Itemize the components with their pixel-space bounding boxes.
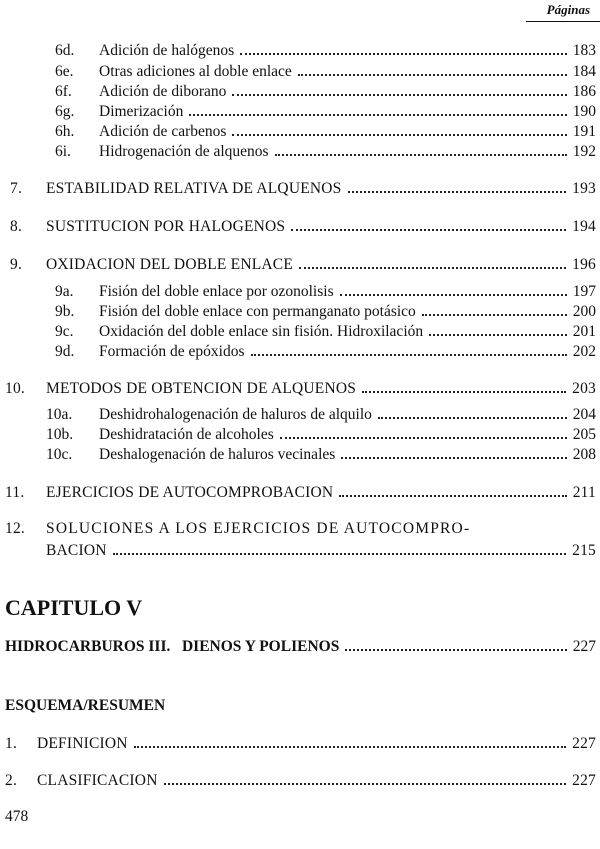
toc-entry[interactable] bbox=[55, 103, 596, 123]
entry-label: SUSTITUCION POR HALOGENOS bbox=[46, 218, 286, 235]
entry-number: 10a. bbox=[46, 406, 73, 423]
chapter-subtitle: HIDROCARBUROS III. DIENOS Y POLIENOS bbox=[5, 638, 340, 655]
toc-entry[interactable] bbox=[55, 123, 596, 143]
entry-label: CLASIFICACION bbox=[37, 772, 158, 789]
dot-leader bbox=[275, 154, 567, 156]
chapter-title: CAPITULO V bbox=[5, 595, 143, 620]
entry-number: 6h. bbox=[55, 123, 75, 140]
entry-page: 215 bbox=[572, 542, 596, 559]
entry-number: 6i. bbox=[55, 143, 71, 160]
entry-number: 6d. bbox=[55, 42, 75, 59]
entry-page: 196 bbox=[572, 256, 596, 273]
entry-number: 2. bbox=[5, 772, 18, 789]
dot-leader bbox=[348, 191, 567, 193]
entry-page: 227 bbox=[572, 772, 596, 789]
entry-label: METODOS DE OBTENCION DE ALQUENOS bbox=[46, 380, 357, 397]
entry-label: Deshalogenación de haluros vecinales bbox=[99, 446, 336, 463]
entry-page: 192 bbox=[572, 143, 596, 160]
toc-entry[interactable] bbox=[55, 323, 596, 343]
entry-page: 203 bbox=[572, 380, 596, 397]
entry-number: 10. bbox=[5, 380, 25, 397]
pages-header: Páginas bbox=[546, 2, 590, 17]
dot-leader bbox=[232, 134, 566, 136]
entry-label: Fisión del doble enlace por ozonolisis bbox=[99, 283, 334, 300]
dot-leader bbox=[232, 94, 566, 96]
toc-entry[interactable] bbox=[55, 63, 596, 83]
entry-label: SOLUCIONES A LOS EJERCICIOS DE AUTOCOMPRO- bbox=[46, 520, 471, 537]
dot-leader bbox=[189, 114, 566, 116]
toc-entry[interactable] bbox=[46, 426, 596, 446]
toc-entry[interactable] bbox=[5, 772, 596, 792]
entry-label: EJERCICIOS DE AUTOCOMPROBACION bbox=[46, 484, 334, 501]
chapter-subtitle-entry[interactable] bbox=[5, 638, 596, 658]
entry-label: ESTABILIDAD RELATIVA DE ALQUENOS bbox=[46, 180, 342, 197]
toc-entry[interactable] bbox=[5, 380, 596, 400]
entry-page: 197 bbox=[572, 283, 596, 300]
entry-page: 200 bbox=[572, 303, 596, 320]
entry-number: 6f. bbox=[55, 83, 72, 100]
entry-page: 205 bbox=[572, 426, 596, 443]
entry-label: Fisión del doble enlace con permanganato potásico bbox=[99, 303, 416, 320]
entry-number: 6g. bbox=[55, 103, 75, 120]
entry-page: 227 bbox=[572, 638, 596, 655]
dot-leader bbox=[378, 417, 567, 419]
toc-entry[interactable] bbox=[55, 143, 596, 163]
entry-page: 190 bbox=[572, 103, 596, 120]
toc-entry[interactable] bbox=[46, 446, 596, 466]
entry-label: Deshidratación de alcoholes bbox=[99, 426, 274, 443]
entry-page: 201 bbox=[572, 323, 596, 340]
entry-label: OXIDACION DEL DOBLE ENLACE bbox=[46, 256, 293, 273]
entry-page: 193 bbox=[572, 180, 596, 197]
entry-number: 12. bbox=[5, 520, 25, 537]
entry-label: Adición de carbenos bbox=[99, 123, 227, 140]
entry-page: 186 bbox=[572, 83, 596, 100]
toc-entry[interactable] bbox=[55, 283, 596, 303]
entry-label: Adición de diborano bbox=[99, 83, 227, 100]
entry-label: Deshidrohalogenación de haluros de alquilo bbox=[99, 406, 372, 423]
dot-leader bbox=[422, 314, 567, 316]
dot-leader bbox=[251, 354, 567, 356]
dot-leader bbox=[291, 229, 566, 231]
toc-entry-continuation[interactable] bbox=[46, 542, 596, 562]
entry-page: 204 bbox=[572, 406, 596, 423]
entry-number: 9d. bbox=[55, 343, 75, 360]
section-heading: ESQUEMA/RESUMEN bbox=[5, 697, 166, 714]
page-number: 478 bbox=[5, 808, 29, 825]
dot-leader bbox=[113, 553, 567, 555]
entry-page: 211 bbox=[572, 484, 596, 501]
entry-label: Adición de halógenos bbox=[99, 42, 235, 59]
entry-label: Dimerización bbox=[99, 103, 184, 120]
entry-number: 9b. bbox=[55, 303, 75, 320]
entry-label: DEFINICION bbox=[37, 735, 128, 752]
toc-entry[interactable] bbox=[5, 520, 596, 540]
entry-page: 208 bbox=[572, 446, 596, 463]
entry-label: Otras adiciones al doble enlace bbox=[99, 63, 292, 80]
entry-label: Oxidación del doble enlace sin fisión. Hidroxilación bbox=[99, 323, 424, 340]
entry-page: 194 bbox=[572, 218, 596, 235]
toc-entry[interactable] bbox=[5, 735, 596, 755]
entry-number: 9c. bbox=[55, 323, 74, 340]
toc-entry[interactable] bbox=[55, 42, 596, 62]
entry-page: 202 bbox=[572, 343, 596, 360]
entry-number: 9a. bbox=[55, 283, 74, 300]
toc-entry[interactable] bbox=[10, 180, 596, 200]
toc-entry[interactable] bbox=[55, 343, 596, 363]
dot-leader bbox=[362, 391, 566, 393]
entry-number: 1. bbox=[5, 735, 18, 752]
entry-number: 7. bbox=[10, 180, 23, 197]
entry-page: 227 bbox=[572, 735, 596, 752]
entry-number: 10c. bbox=[46, 446, 73, 463]
header-rule bbox=[526, 21, 600, 22]
entry-number: 9. bbox=[10, 256, 23, 273]
dot-leader bbox=[299, 267, 566, 269]
dot-leader bbox=[345, 649, 566, 651]
entry-number: 8. bbox=[10, 218, 23, 235]
entry-label: Formación de epóxidos bbox=[99, 343, 245, 360]
toc-entry[interactable] bbox=[10, 218, 596, 238]
entry-number: 10b. bbox=[46, 426, 74, 443]
dot-leader bbox=[164, 783, 567, 785]
entry-label: BACION bbox=[46, 542, 107, 559]
dot-leader bbox=[240, 53, 567, 55]
toc-entry[interactable] bbox=[46, 406, 596, 426]
entry-number: 11. bbox=[5, 484, 25, 501]
toc-entry[interactable] bbox=[10, 256, 596, 276]
toc-entry[interactable] bbox=[5, 484, 596, 504]
dot-leader bbox=[340, 294, 567, 296]
dot-leader bbox=[298, 74, 567, 76]
toc-entry[interactable] bbox=[55, 83, 596, 103]
dot-leader bbox=[134, 746, 566, 748]
dot-leader bbox=[341, 457, 566, 459]
toc-entry[interactable] bbox=[55, 303, 596, 323]
dot-leader bbox=[429, 334, 567, 336]
entry-page: 183 bbox=[572, 42, 596, 59]
entry-number: 6e. bbox=[55, 63, 74, 80]
entry-label: Hidrogenación de alquenos bbox=[99, 143, 269, 160]
entry-page: 184 bbox=[572, 63, 596, 80]
entry-page: 191 bbox=[572, 123, 596, 140]
dot-leader bbox=[339, 495, 566, 497]
dot-leader bbox=[280, 437, 567, 439]
